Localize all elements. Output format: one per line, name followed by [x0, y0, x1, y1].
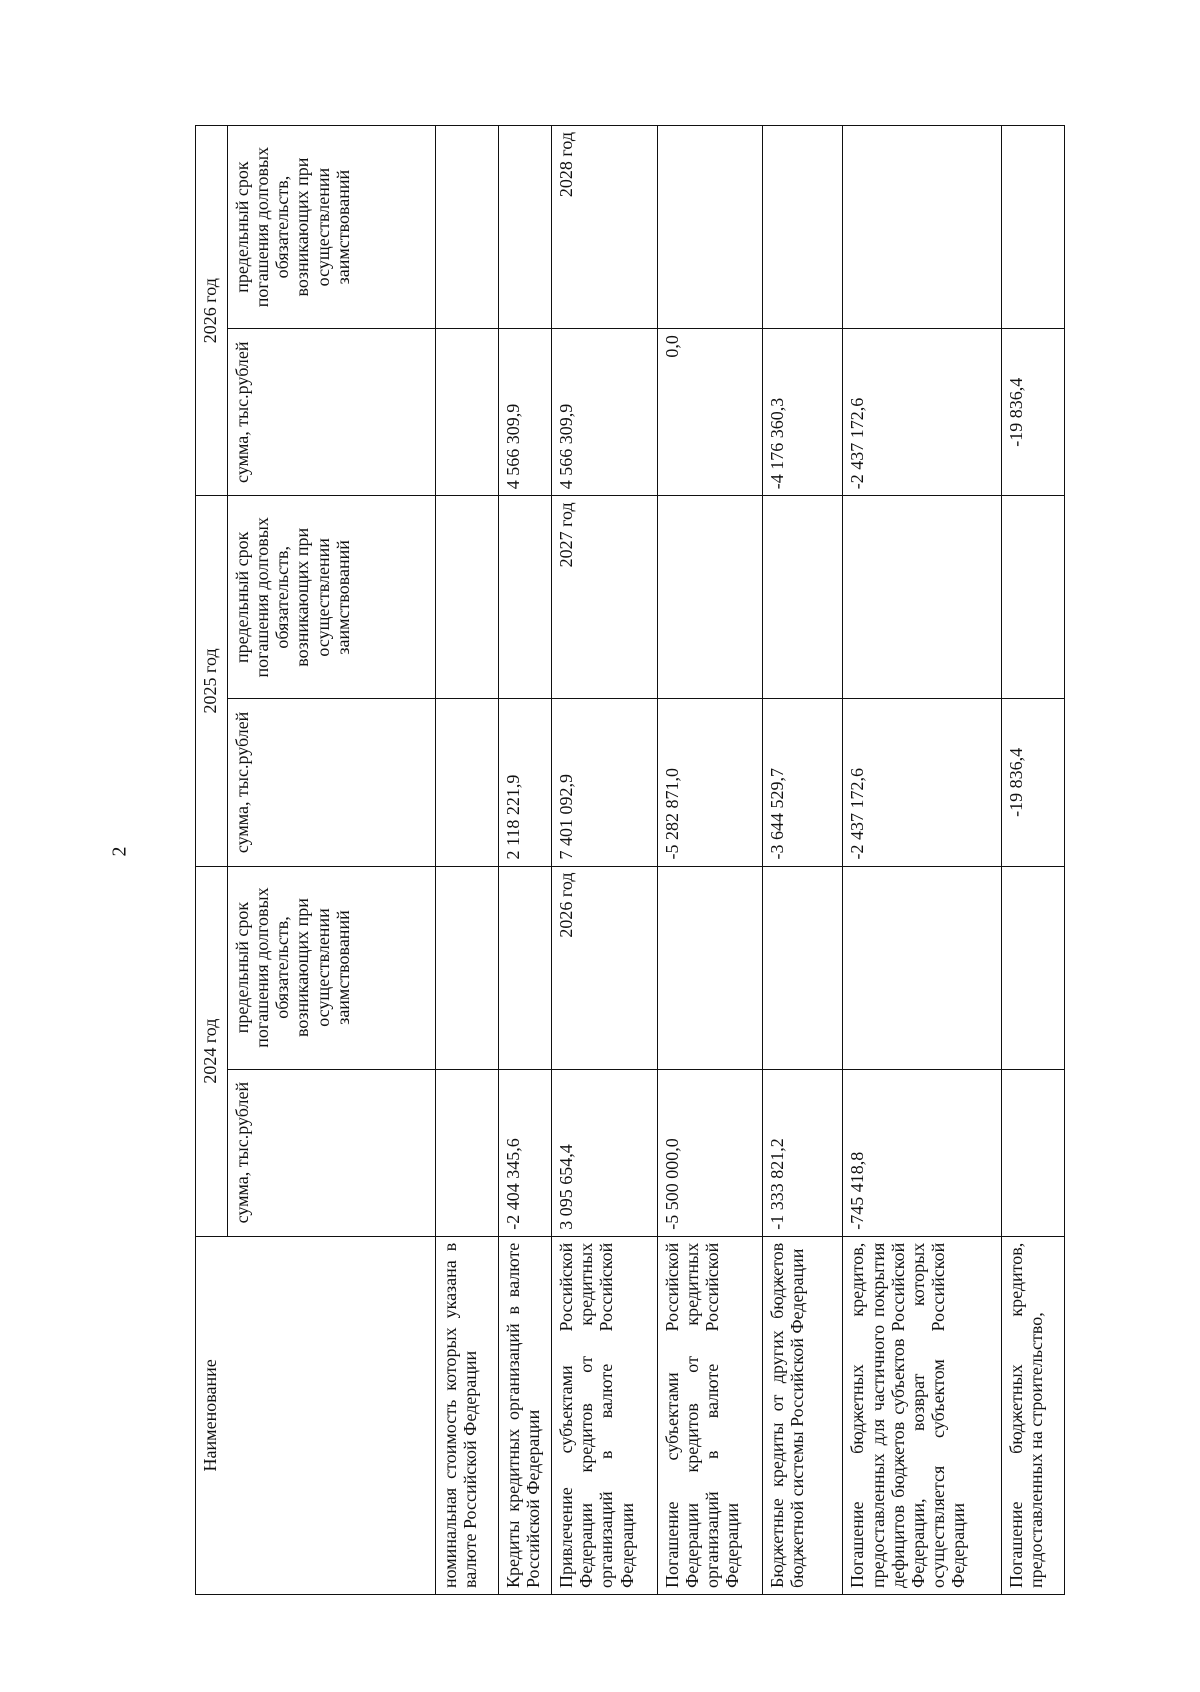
term-2025: [436, 496, 499, 699]
table-row: [499, 126, 552, 1595]
header-name: Наименование: [196, 1236, 436, 1594]
term-2026: [763, 126, 843, 329]
sum-2024: -1 333 821,2: [763, 1069, 843, 1236]
sum-2026: -2 437 172,6: [843, 329, 1001, 496]
header-year-2026: 2026 год: [196, 126, 228, 496]
borrowing-program-table: [195, 125, 1065, 1595]
term-2025: [657, 496, 763, 699]
term-2026: [657, 126, 763, 329]
row-name: Привлечение субъектами Российской Федерации кредитов от кредитных организаций в валюте Российской Федерации: [552, 1236, 658, 1594]
header-term-2024: предельный срок погашения долговых обязательств, возникающих при осуществлении заимствований: [228, 866, 436, 1069]
table-row: [1001, 126, 1064, 1595]
sum-2025: [436, 699, 499, 866]
sum-2024: [436, 1069, 499, 1236]
header-sum-2025: сумма, тыс.рублей: [228, 699, 436, 866]
term-2024: [657, 866, 763, 1069]
row-name: Погашение субъектами Российской Федерации кредитов от кредитных организаций в валюте Российской Федерации: [657, 1236, 763, 1594]
sum-2026: 4 566 309,9: [552, 329, 658, 496]
term-2026: [1001, 126, 1064, 329]
term-2024: [763, 866, 843, 1069]
sum-2025: 2 118 221,9: [499, 699, 552, 866]
row-name: Погашение бюджетных кредитов, предоставленных для частичного покрытия дефицитов бюджетов субъектов Российской Федерации, возврат которых осуществляется субъектом Российской Федерации: [843, 1236, 1001, 1594]
row-name: номинальная стоимость которых указана в валюте Российской Федерации: [436, 1236, 499, 1594]
row-name: Кредиты кредитных организаций в валюте Российской Федерации: [499, 1236, 552, 1594]
table-row: [763, 126, 843, 1595]
sum-2026: 4 566 309,9: [499, 329, 552, 496]
table-row: [552, 126, 658, 1595]
header-year-2024: 2024 год: [196, 866, 228, 1236]
term-2026: 2028 год: [552, 126, 658, 329]
sum-2026: -4 176 360,3: [763, 329, 843, 496]
term-2025: [763, 496, 843, 699]
sum-2024: -5 500 000,0: [657, 1069, 763, 1236]
header-sum-2026: сумма, тыс.рублей: [228, 329, 436, 496]
header-year-2025: 2025 год: [196, 496, 228, 866]
term-2026: [436, 126, 499, 329]
rotated-table-container: [195, 125, 1065, 1595]
table-row: [843, 126, 1001, 1595]
sum-2024: -745 418,8: [843, 1069, 1001, 1236]
header-term-2025: предельный срок погашения долговых обязательств, возникающих при осуществлении заимствований: [228, 496, 436, 699]
header-row-years: [196, 126, 228, 1595]
term-2024: [499, 866, 552, 1069]
term-2024: [436, 866, 499, 1069]
term-2025: [843, 496, 1001, 699]
sum-2026: 0,0: [657, 329, 763, 496]
table-row: [436, 126, 499, 1595]
row-name: Погашение бюджетных кредитов, предоставленных на строительство,: [1001, 1236, 1064, 1594]
term-2025: [499, 496, 552, 699]
sum-2025: 7 401 092,9: [552, 699, 658, 866]
table-row: [657, 126, 763, 1595]
header-term-2026: предельный срок погашения долговых обязательств, возникающих при осуществлении заимствований: [228, 126, 436, 329]
sum-2026: -19 836,4: [1001, 329, 1064, 496]
page-number: 2: [108, 846, 131, 857]
term-2025: 2027 год: [552, 496, 658, 699]
term-2024: [843, 866, 1001, 1069]
sum-2026: [436, 329, 499, 496]
header-sum-2024: сумма, тыс.рублей: [228, 1069, 436, 1236]
sum-2025: -5 282 871,0: [657, 699, 763, 866]
term-2024: [1001, 866, 1064, 1069]
term-2025: [1001, 496, 1064, 699]
term-2026: [499, 126, 552, 329]
sum-2025: -19 836,4: [1001, 699, 1064, 866]
row-name: Бюджетные кредиты от других бюджетов бюджетной системы Российской Федерации: [763, 1236, 843, 1594]
sum-2024: 3 095 654,4: [552, 1069, 658, 1236]
sum-2024: [1001, 1069, 1064, 1236]
sum-2025: -3 644 529,7: [763, 699, 843, 866]
sum-2025: -2 437 172,6: [843, 699, 1001, 866]
term-2024: 2026 год: [552, 866, 658, 1069]
sum-2024: -2 404 345,6: [499, 1069, 552, 1236]
term-2026: [843, 126, 1001, 329]
